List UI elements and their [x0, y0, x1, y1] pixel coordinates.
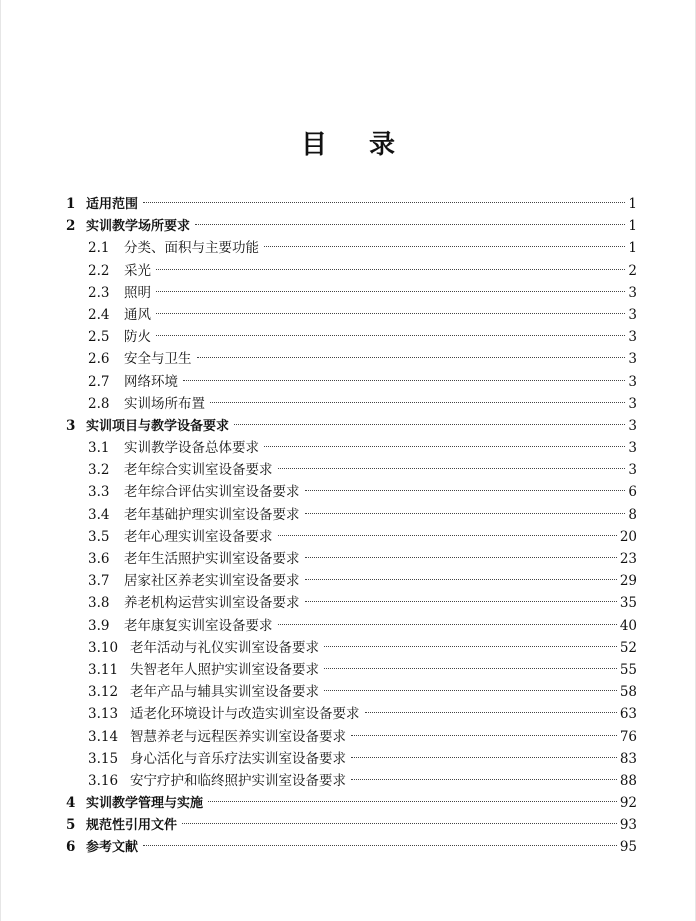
toc-entry-label: 适用范围: [86, 197, 139, 212]
toc-entry-label: 通风: [124, 306, 151, 323]
toc-entry-page: 55: [619, 661, 637, 678]
toc-entry-page: 3: [628, 395, 637, 412]
toc-entry-page: 1: [628, 196, 637, 212]
dot-leader: [305, 579, 617, 580]
toc-entry-page: 29: [619, 573, 637, 590]
toc-entry-number: 2.2: [88, 262, 110, 279]
toc-entry-page: 58: [619, 684, 637, 701]
toc-entry[interactable]: [66, 348, 637, 370]
dot-leader: [324, 668, 617, 669]
dot-leader: [351, 735, 617, 736]
dot-leader: [351, 757, 617, 758]
toc-entry-page: 95: [619, 839, 637, 856]
toc-entry[interactable]: [66, 592, 637, 614]
toc-entry[interactable]: [66, 215, 637, 237]
dot-leader: [210, 402, 625, 403]
toc-entry[interactable]: [66, 726, 637, 748]
toc-entry[interactable]: [66, 504, 637, 526]
title-char-1: 目: [300, 130, 327, 160]
toc-entry-number: 3.2: [88, 462, 110, 479]
toc-entry-number: 3.9: [88, 617, 110, 634]
toc-entry[interactable]: [66, 459, 637, 481]
toc-entry-number: 4: [66, 795, 76, 812]
toc-entry-number: 2.1: [88, 240, 110, 257]
dot-leader: [264, 246, 625, 247]
toc-entry-label: 老年基础护理实训室设备要求: [124, 506, 300, 523]
dot-leader: [324, 646, 617, 647]
toc-entry-page: 40: [619, 617, 637, 634]
toc-entry-number: 3.12: [88, 684, 119, 701]
toc-entry-page: 2: [628, 262, 637, 279]
toc-entry-number: 3.5: [88, 528, 110, 545]
title-char-2: 录: [369, 130, 396, 160]
toc-entry[interactable]: [66, 615, 637, 637]
toc-entry-label: 实训教学设备总体要求: [124, 440, 259, 457]
dot-leader: [195, 224, 625, 225]
toc-entry-page: 1: [628, 218, 637, 235]
toc-entry-page: 3: [628, 329, 637, 346]
toc-entry[interactable]: [66, 637, 637, 659]
toc-entry[interactable]: [66, 193, 637, 215]
toc-entry[interactable]: [66, 437, 637, 459]
dot-leader: [278, 624, 617, 625]
dot-leader: [208, 801, 617, 802]
toc-entry-page: 3: [628, 440, 637, 457]
table-of-contents: [66, 193, 637, 859]
toc-entry-number: 6: [66, 839, 76, 856]
toc-entry-number: 3.6: [88, 551, 110, 567]
toc-entry[interactable]: [66, 548, 637, 570]
toc-entry-label: 失智老年人照护实训室设备要求: [130, 661, 319, 678]
toc-entry-label: 规范性引用文件: [86, 818, 178, 834]
toc-entry-number: 2.5: [88, 329, 110, 346]
toc-entry[interactable]: [66, 703, 637, 725]
dot-leader: [156, 313, 625, 314]
toc-entry-page: 3: [628, 417, 637, 434]
toc-entry[interactable]: [66, 748, 637, 770]
toc-entry-label: 智慧养老与远程医养实训室设备要求: [130, 728, 346, 745]
toc-entry-label: 适老化环境设计与改造实训室设备要求: [130, 706, 360, 723]
toc-entry-page: 20: [619, 528, 637, 545]
dot-leader: [305, 601, 617, 602]
toc-entry-page: 88: [619, 772, 637, 789]
toc-entry[interactable]: [66, 237, 637, 259]
toc-entry-label: 老年心理实训室设备要求: [124, 528, 273, 545]
toc-entry-page: 83: [619, 750, 637, 767]
dot-leader: [324, 690, 617, 691]
toc-entry[interactable]: [66, 371, 637, 393]
toc-entry[interactable]: [66, 481, 637, 503]
dot-leader: [143, 202, 625, 203]
dot-leader: [278, 535, 617, 536]
dot-leader: [278, 468, 626, 469]
dot-leader: [305, 490, 626, 491]
toc-entry-label: 身心活化与音乐疗法实训室设备要求: [130, 750, 346, 767]
toc-entry-page: 63: [619, 706, 637, 723]
toc-entry-label: 居家社区养老实训室设备要求: [124, 573, 300, 590]
toc-entry-page: 3: [628, 351, 637, 368]
toc-entry-page: 35: [619, 595, 637, 612]
toc-entry-number: 2.6: [88, 351, 110, 368]
toc-entry-page: 52: [619, 639, 637, 656]
dot-leader: [143, 845, 617, 846]
dot-leader: [156, 291, 625, 292]
dot-leader: [234, 424, 625, 425]
toc-entry-label: 老年活动与礼仪实训室设备要求: [130, 639, 319, 656]
dot-leader: [183, 380, 625, 381]
toc-entry-number: 3.8: [88, 595, 110, 612]
dot-leader: [305, 557, 617, 558]
toc-entry-number: 2.4: [88, 306, 110, 323]
toc-entry-number: 3.3: [88, 484, 110, 501]
toc-entry-label: 老年康复实训室设备要求: [124, 617, 273, 634]
toc-entry-label: 老年产品与辅具实训室设备要求: [130, 684, 319, 701]
toc-entry[interactable]: [66, 526, 637, 548]
toc-entry-number: 3.13: [88, 706, 119, 723]
toc-entry-page: 6: [628, 484, 637, 501]
toc-entry[interactable]: [66, 681, 637, 703]
dot-leader: [351, 779, 617, 780]
toc-entry-page: 23: [619, 551, 637, 567]
dot-leader: [156, 335, 625, 336]
toc-entry-label: 照明: [124, 284, 151, 301]
toc-entry[interactable]: [66, 304, 637, 326]
toc-entry-label: 采光: [124, 262, 151, 279]
toc-entry-label: 防火: [124, 329, 151, 346]
toc-entry-number: 2.3: [88, 284, 110, 301]
toc-entry-number: 3.10: [88, 639, 119, 656]
toc-entry-page: 3: [628, 306, 637, 323]
toc-entry-page: 76: [619, 728, 637, 745]
toc-entry-number: 3.1: [88, 440, 110, 457]
toc-entry-label: 分类、面积与主要功能: [124, 240, 259, 257]
toc-entry[interactable]: [66, 814, 637, 836]
toc-entry[interactable]: [66, 570, 637, 592]
dot-leader: [197, 357, 626, 358]
dot-leader: [365, 712, 617, 713]
toc-entry-label: 养老机构运营实训室设备要求: [124, 595, 300, 612]
toc-entry-page: 8: [628, 506, 637, 523]
toc-entry[interactable]: [66, 415, 637, 437]
toc-entry-page: 3: [628, 462, 637, 479]
dot-leader: [305, 513, 626, 514]
toc-entry[interactable]: [66, 282, 637, 304]
toc-entry[interactable]: [66, 836, 637, 858]
toc-entry-label: 老年生活照护实训室设备要求: [124, 551, 300, 567]
toc-entry-page: 3: [628, 373, 637, 390]
toc-entry-label: 网络环境: [124, 373, 178, 390]
toc-entry-label: 安宁疗护和临终照护实训室设备要求: [130, 772, 346, 789]
toc-entry-label: 实训教学管理与实施: [86, 796, 204, 812]
toc-entry-label: 老年综合实训室设备要求: [124, 462, 273, 479]
dot-leader: [264, 446, 625, 447]
toc-entry[interactable]: [66, 792, 637, 814]
toc-entry-label: 实训项目与教学设备要求: [86, 418, 230, 434]
toc-entry-label: 安全与卫生: [124, 351, 192, 368]
toc-entry-number: 5: [66, 817, 76, 834]
toc-entry-number: 2.8: [88, 395, 110, 412]
toc-entry-number: 2: [66, 218, 76, 235]
toc-entry-number: 3.14: [88, 728, 119, 745]
toc-entry-page: 1: [628, 240, 637, 257]
page-title: [0, 124, 696, 161]
toc-entry-page: 3: [628, 284, 637, 301]
dot-leader: [156, 269, 625, 270]
toc-entry-page: 92: [619, 795, 637, 812]
toc-entry[interactable]: [66, 393, 637, 415]
toc-entry-number: 3.4: [88, 506, 110, 523]
toc-entry-label: 实训教学场所要求: [86, 219, 191, 235]
toc-entry[interactable]: [66, 770, 637, 792]
toc-entry[interactable]: [66, 260, 637, 282]
dot-leader: [182, 823, 617, 824]
toc-entry-number: 1: [66, 196, 76, 212]
toc-entry-label: 参考文献: [86, 840, 139, 856]
toc-entry-number: 3.16: [88, 772, 119, 789]
toc-entry-number: 3: [66, 417, 76, 434]
toc-entry-number: 3.11: [88, 661, 119, 678]
toc-entry-number: 3.7: [88, 573, 110, 590]
toc-entry[interactable]: [66, 326, 637, 348]
toc-entry-label: 老年综合评估实训室设备要求: [124, 484, 300, 501]
toc-entry-page: 93: [619, 817, 637, 834]
toc-entry-number: 2.7: [88, 373, 110, 390]
toc-entry[interactable]: [66, 659, 637, 681]
toc-entry-label: 实训场所布置: [124, 395, 205, 412]
toc-entry-number: 3.15: [88, 750, 119, 767]
